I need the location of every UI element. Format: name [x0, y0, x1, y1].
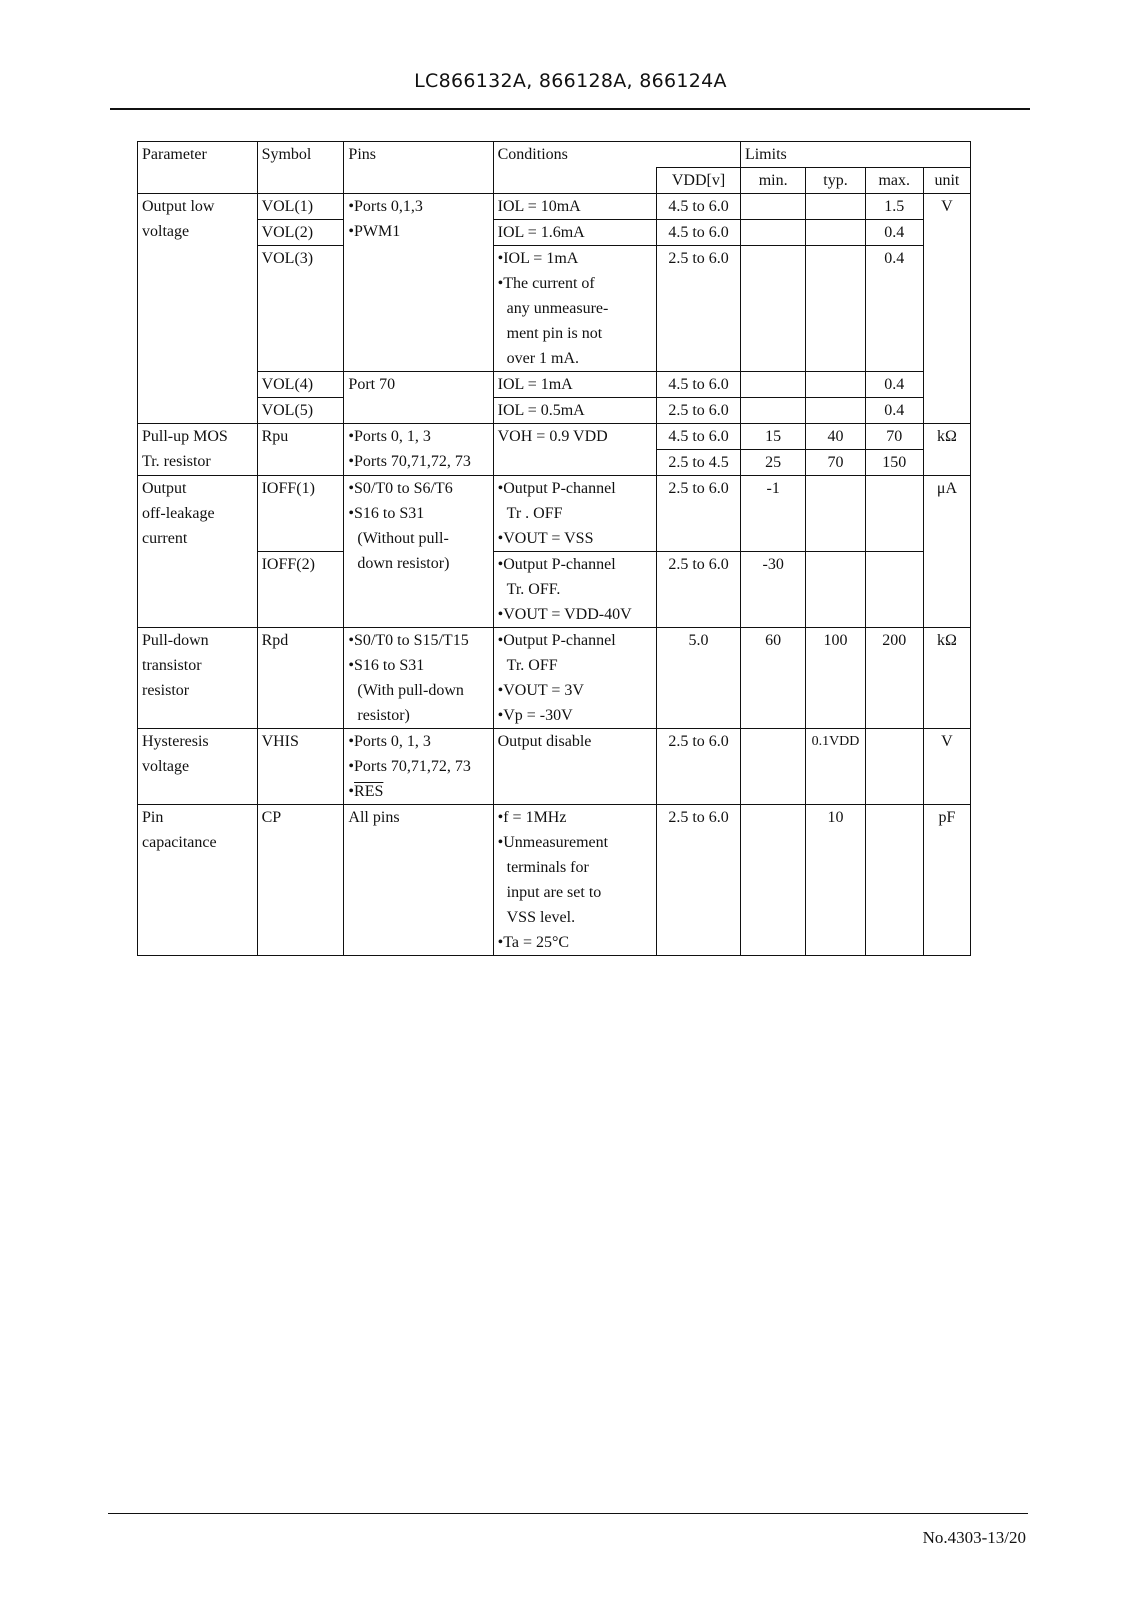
vdd-cell: 4.5 to 6.0 — [657, 424, 741, 450]
condition-cell: •Output P-channel Tr. OFF. •VOUT = VDD-40V — [493, 552, 657, 628]
typ-cell — [806, 476, 865, 552]
symbol-cell: Rpd — [257, 628, 344, 729]
vdd-cell: 2.5 to 6.0 — [657, 729, 741, 805]
table-row — [138, 552, 971, 628]
max-cell — [865, 729, 923, 805]
min-cell: -1 — [740, 476, 805, 552]
vdd-cell: 5.0 — [657, 628, 741, 729]
typ-cell — [806, 220, 865, 246]
param-output-low-voltage: Output low voltage — [138, 194, 258, 424]
table-row — [138, 194, 971, 220]
header-unit: unit — [923, 168, 970, 194]
page-title: LC866132A, 866128A, 866124A — [414, 70, 727, 92]
symbol-cell: IOFF(2) — [257, 552, 344, 628]
unit-cell: V — [923, 194, 970, 424]
param-pin-capacitance: Pin capacitance — [138, 805, 258, 956]
symbol-cell: CP — [257, 805, 344, 956]
typ-cell: 40 — [806, 424, 865, 450]
page-number: No.4303-13/20 — [922, 1528, 1026, 1547]
condition-cell: IOL = 10mA — [493, 194, 657, 220]
min-cell — [740, 194, 805, 220]
max-cell — [865, 476, 923, 552]
symbol-cell: VOL(4) — [257, 372, 344, 398]
param-pulldown: Pull-down transistor resistor — [138, 628, 258, 729]
symbol-cell: IOFF(1) — [257, 476, 344, 552]
header-max: max. — [865, 168, 923, 194]
typ-cell — [806, 398, 865, 424]
table-row — [138, 729, 971, 805]
vdd-cell: 4.5 to 6.0 — [657, 220, 741, 246]
symbol-cell: VHIS — [257, 729, 344, 805]
header-limits: Limits — [740, 142, 970, 168]
max-cell: 70 — [865, 424, 923, 450]
param-hysteresis: Hysteresis voltage — [138, 729, 258, 805]
pins-cell: All pins — [344, 805, 493, 956]
typ-cell — [806, 194, 865, 220]
max-cell: 0.4 — [865, 246, 923, 372]
min-cell — [740, 246, 805, 372]
min-cell — [740, 805, 805, 956]
header-pins: Pins — [344, 142, 493, 194]
vdd-cell: 2.5 to 6.0 — [657, 805, 741, 956]
vdd-cell: 2.5 to 4.5 — [657, 450, 741, 476]
header-rule — [110, 108, 1030, 110]
unit-cell: pF — [923, 805, 970, 956]
max-cell: 0.4 — [865, 220, 923, 246]
vdd-cell: 2.5 to 6.0 — [657, 246, 741, 372]
min-cell: -30 — [740, 552, 805, 628]
table-row — [138, 246, 971, 372]
header-parameter: Parameter — [138, 142, 258, 194]
min-cell: 60 — [740, 628, 805, 729]
pins-cell: •S0/T0 to S15/T15 •S16 to S31 (With pull-down resistor) — [344, 628, 493, 729]
header-min: min. — [740, 168, 805, 194]
min-cell — [740, 398, 805, 424]
footer-rule — [108, 1513, 1028, 1514]
condition-cell: •Output P-channel Tr . OFF •VOUT = VSS — [493, 476, 657, 552]
pins-cell: •Ports 0, 1, 3 •Ports 70,71,72, 73 — [344, 424, 493, 476]
pins-cell: •Ports 0,1,3 •PWM1 — [344, 194, 493, 372]
vdd-cell: 2.5 to 6.0 — [657, 398, 741, 424]
unit-cell: μA — [923, 476, 970, 628]
condition-cell: IOL = 0.5mA — [493, 398, 657, 424]
header-conditions: Conditions — [493, 142, 740, 168]
table-row — [138, 398, 971, 424]
header-vdd: VDD[v] — [657, 168, 741, 194]
min-cell — [740, 220, 805, 246]
condition-cell: •Output P-channel Tr. OFF •VOUT = 3V •Vp = -30V — [493, 628, 657, 729]
condition-cell: •f = 1MHz •Unmeasurement terminals for input are set to VSS level. •Ta = 25°C — [493, 805, 657, 956]
table-row — [138, 372, 971, 398]
header-symbol: Symbol — [257, 142, 344, 194]
min-cell — [740, 729, 805, 805]
param-pullup: Pull-up MOS Tr. resistor — [138, 424, 258, 476]
vdd-cell: 4.5 to 6.0 — [657, 194, 741, 220]
typ-cell: 0.1VDD — [806, 729, 865, 805]
symbol-cell: VOL(1) — [257, 194, 344, 220]
vdd-cell: 4.5 to 6.0 — [657, 372, 741, 398]
condition-cell: VOH = 0.9 VDD — [493, 424, 657, 476]
min-cell: 15 — [740, 424, 805, 450]
min-cell: 25 — [740, 450, 805, 476]
condition-cell: Output disable — [493, 729, 657, 805]
typ-cell: 100 — [806, 628, 865, 729]
pins-cell: Port 70 — [344, 372, 493, 424]
vdd-cell: 2.5 to 6.0 — [657, 476, 741, 552]
header-conditions-blank — [493, 168, 657, 194]
unit-cell: kΩ — [923, 628, 970, 729]
typ-cell — [806, 552, 865, 628]
electrical-characteristics-table — [137, 141, 971, 956]
unit-cell: kΩ — [923, 424, 970, 476]
max-cell: 1.5 — [865, 194, 923, 220]
symbol-cell: VOL(5) — [257, 398, 344, 424]
symbol-cell: VOL(2) — [257, 220, 344, 246]
max-cell: 0.4 — [865, 398, 923, 424]
min-cell — [740, 372, 805, 398]
condition-cell: IOL = 1mA — [493, 372, 657, 398]
max-cell: 150 — [865, 450, 923, 476]
symbol-cell: Rpu — [257, 424, 344, 476]
typ-cell — [806, 246, 865, 372]
max-cell — [865, 552, 923, 628]
table-row — [138, 805, 971, 956]
table-row — [138, 628, 971, 729]
table-row — [138, 220, 971, 246]
max-cell — [865, 805, 923, 956]
condition-cell: IOL = 1.6mA — [493, 220, 657, 246]
table-row — [138, 424, 971, 450]
res-pin-label: $\overline{RES}$ — [354, 783, 384, 800]
pins-cell: •Ports 0, 1, 3 •Ports 70,71,72, 73 $•\overline{RES}$ — [344, 729, 493, 805]
header-typ: typ. — [806, 168, 865, 194]
condition-cell: •IOL = 1mA •The current of any unmeasure- ment pin is not over 1 mA. — [493, 246, 657, 372]
pins-cell: •S0/T0 to S6/T6 •S16 to S31 (Without pull- down resistor) — [344, 476, 493, 628]
table-row — [138, 476, 971, 552]
max-cell: 0.4 — [865, 372, 923, 398]
unit-cell: V — [923, 729, 970, 805]
param-off-leakage: Output off-leakage current — [138, 476, 258, 628]
typ-cell: 70 — [806, 450, 865, 476]
typ-cell: 10 — [806, 805, 865, 956]
vdd-cell: 2.5 to 6.0 — [657, 552, 741, 628]
symbol-cell: VOL(3) — [257, 246, 344, 372]
max-cell: 200 — [865, 628, 923, 729]
typ-cell — [806, 372, 865, 398]
header-row-1 — [138, 142, 971, 168]
